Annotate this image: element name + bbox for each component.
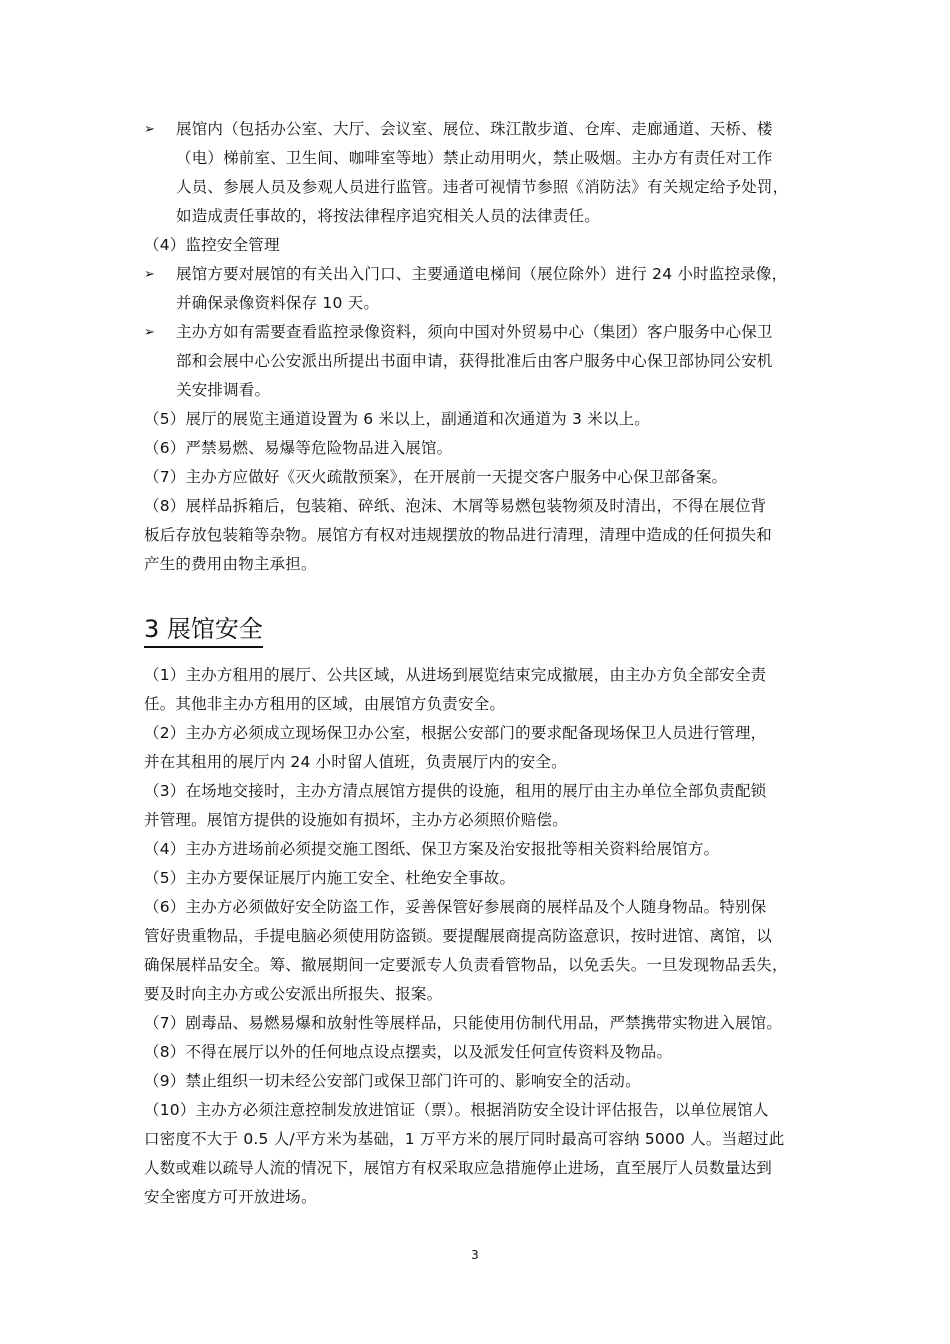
paragraph-item [144,835,810,864]
text-line: （4）监控安全管理 [144,236,280,254]
text-line: （5）展厅的展览主通道设置为 6 米以上，副通道和次通道为 3 米以上。 [144,410,650,428]
paragraph-item [144,893,810,1009]
text-line: 安全密度方可开放进场。 [144,1188,317,1206]
paragraph-item [144,777,810,835]
text-line: 主办方如有需要查看监控录像资料，须向中国对外贸易中心（集团）客户服务中心保卫 [176,323,773,341]
page-number: 3 [471,1248,479,1262]
paragraph-item [144,661,810,719]
paragraph-item [144,719,810,777]
paragraph-item [144,1009,810,1038]
text-line: 产生的费用由物主承担。 [144,555,317,573]
bullet-item [144,260,810,318]
text-line: 任。其他非主办方租用的区域，由展馆方负责安全。 [144,695,506,713]
text-line: 确保展样品安全。筹、撤展期间一定要派专人负责看管物品，以免丢失。一旦发现物品丢失， [144,956,788,974]
bullet-arrow-icon: ➢ [144,267,155,282]
text-line: （10）主办方必须注意控制发放进馆证（票）。根据消防安全设计评估报告，以单位展馆人 [144,1101,769,1119]
text-line: 并管理。展馆方提供的设施如有损坏，主办方必须照价赔偿。 [144,811,568,829]
text-line: 管好贵重物品，手提电脑必须使用防盗锁。要提醒展商提高防盗意识，按时进馆、离馆，以 [144,927,773,945]
paragraph-item [144,405,810,434]
text-line: 部和会展中心公安派出所提出书面申请，获得批准后由客户服务中心保卫部协同公安机 [176,352,773,370]
text-line: （9）禁止组织一切未经公安部门或保卫部门许可的、影响安全的活动。 [144,1072,641,1090]
text-line: （8）不得在展厅以外的任何地点设点摆卖，以及派发任何宣传资料及物品。 [144,1043,673,1061]
bullet-arrow-icon: ➢ [144,325,155,340]
text-line: （3）在场地交接时，主办方清点展馆方提供的设施，租用的展厅由主办单位全部负责配锁 [144,782,767,800]
paragraph-item [144,434,810,463]
bullet-arrow-icon: ➢ [144,122,155,137]
bullet-item [144,115,810,231]
text-line: （8）展样品拆箱后，包装箱、碎纸、泡沫、木屑等易燃包装物须及时清出，不得在展位背 [144,497,767,515]
text-line: 并在其租用的展厅内 24 小时留人值班，负责展厅内的安全。 [144,753,567,771]
paragraph-item [144,231,810,260]
bullet-item [144,318,810,405]
text-line: 板后存放包装箱等杂物。展馆方有权对违规摆放的物品进行清理，清理中造成的任何损失和 [144,526,773,544]
text-line: 人数或难以疏导人流的情况下，展馆方有权采取应急措施停止进场，直至展厅人员数量达到 [144,1159,773,1177]
text-line: 并确保录像资料保存 10 天。 [176,294,380,312]
text-line: 关安排调看。 [176,381,271,399]
text-line: （6）主办方必须做好安全防盗工作，妥善保管好参展商的展样品及个人随身物品。特别保 [144,898,767,916]
paragraph-item [144,492,810,579]
text-line: 如造成责任事故的，将按法律程序追究相关人员的法律责任。 [176,207,600,225]
text-line: （电）梯前室、卫生间、咖啡室等地）禁止动用明火，禁止吸烟。主办方有责任对工作 [176,149,773,167]
text-line: （7）主办方应做好《灭火疏散预案》，在开展前一天提交客户服务中心保卫部备案。 [144,468,728,486]
text-line: 人员、参展人员及参观人员进行监管。违者可视情节参照《消防法》有关规定给予处罚， [176,178,789,196]
text-line: （6）严禁易燃、易爆等危险物品进入展馆。 [144,439,453,457]
text-line: 展馆内（包括办公室、大厅、会议室、展位、珠江散步道、仓库、走廊通道、天桥、楼 [176,120,773,138]
text-line: 口密度不大于 0.5 人/平方米为基础，1 万平方米的展厅同时最高可容纳 5000 人。当超过此 [144,1130,785,1148]
text-line: （7）剧毒品、易燃易爆和放射性等展样品，只能使用仿制代用品，严禁携带实物进入展馆。 [144,1014,783,1032]
paragraph-item [144,1038,810,1067]
text-line: （5）主办方要保证展厅内施工安全、杜绝安全事故。 [144,869,516,887]
paragraph-item [144,864,810,893]
text-line: 展馆方要对展馆的有关出入门口、主要通道电梯间（展位除外）进行 24 小时监控录像， [176,265,788,283]
text-line: 要及时向主办方或公安派出所报失、报案。 [144,985,443,1003]
paragraph-item [144,1096,810,1212]
text-line: （2）主办方必须成立现场保卫办公室，根据公安部门的要求配备现场保卫人员进行管理， [144,724,767,742]
paragraph-item [144,1067,810,1096]
section-3-heading: 3 展馆安全 [144,612,263,648]
paragraph-item [144,463,810,492]
text-line: （1）主办方租用的展厅、公共区域，从进场到展览结束完成撤展，由主办方负全部安全责 [144,666,767,684]
text-line: （4）主办方进场前必须提交施工图纸、保卫方案及治安报批等相关资料给展馆方。 [144,840,720,858]
